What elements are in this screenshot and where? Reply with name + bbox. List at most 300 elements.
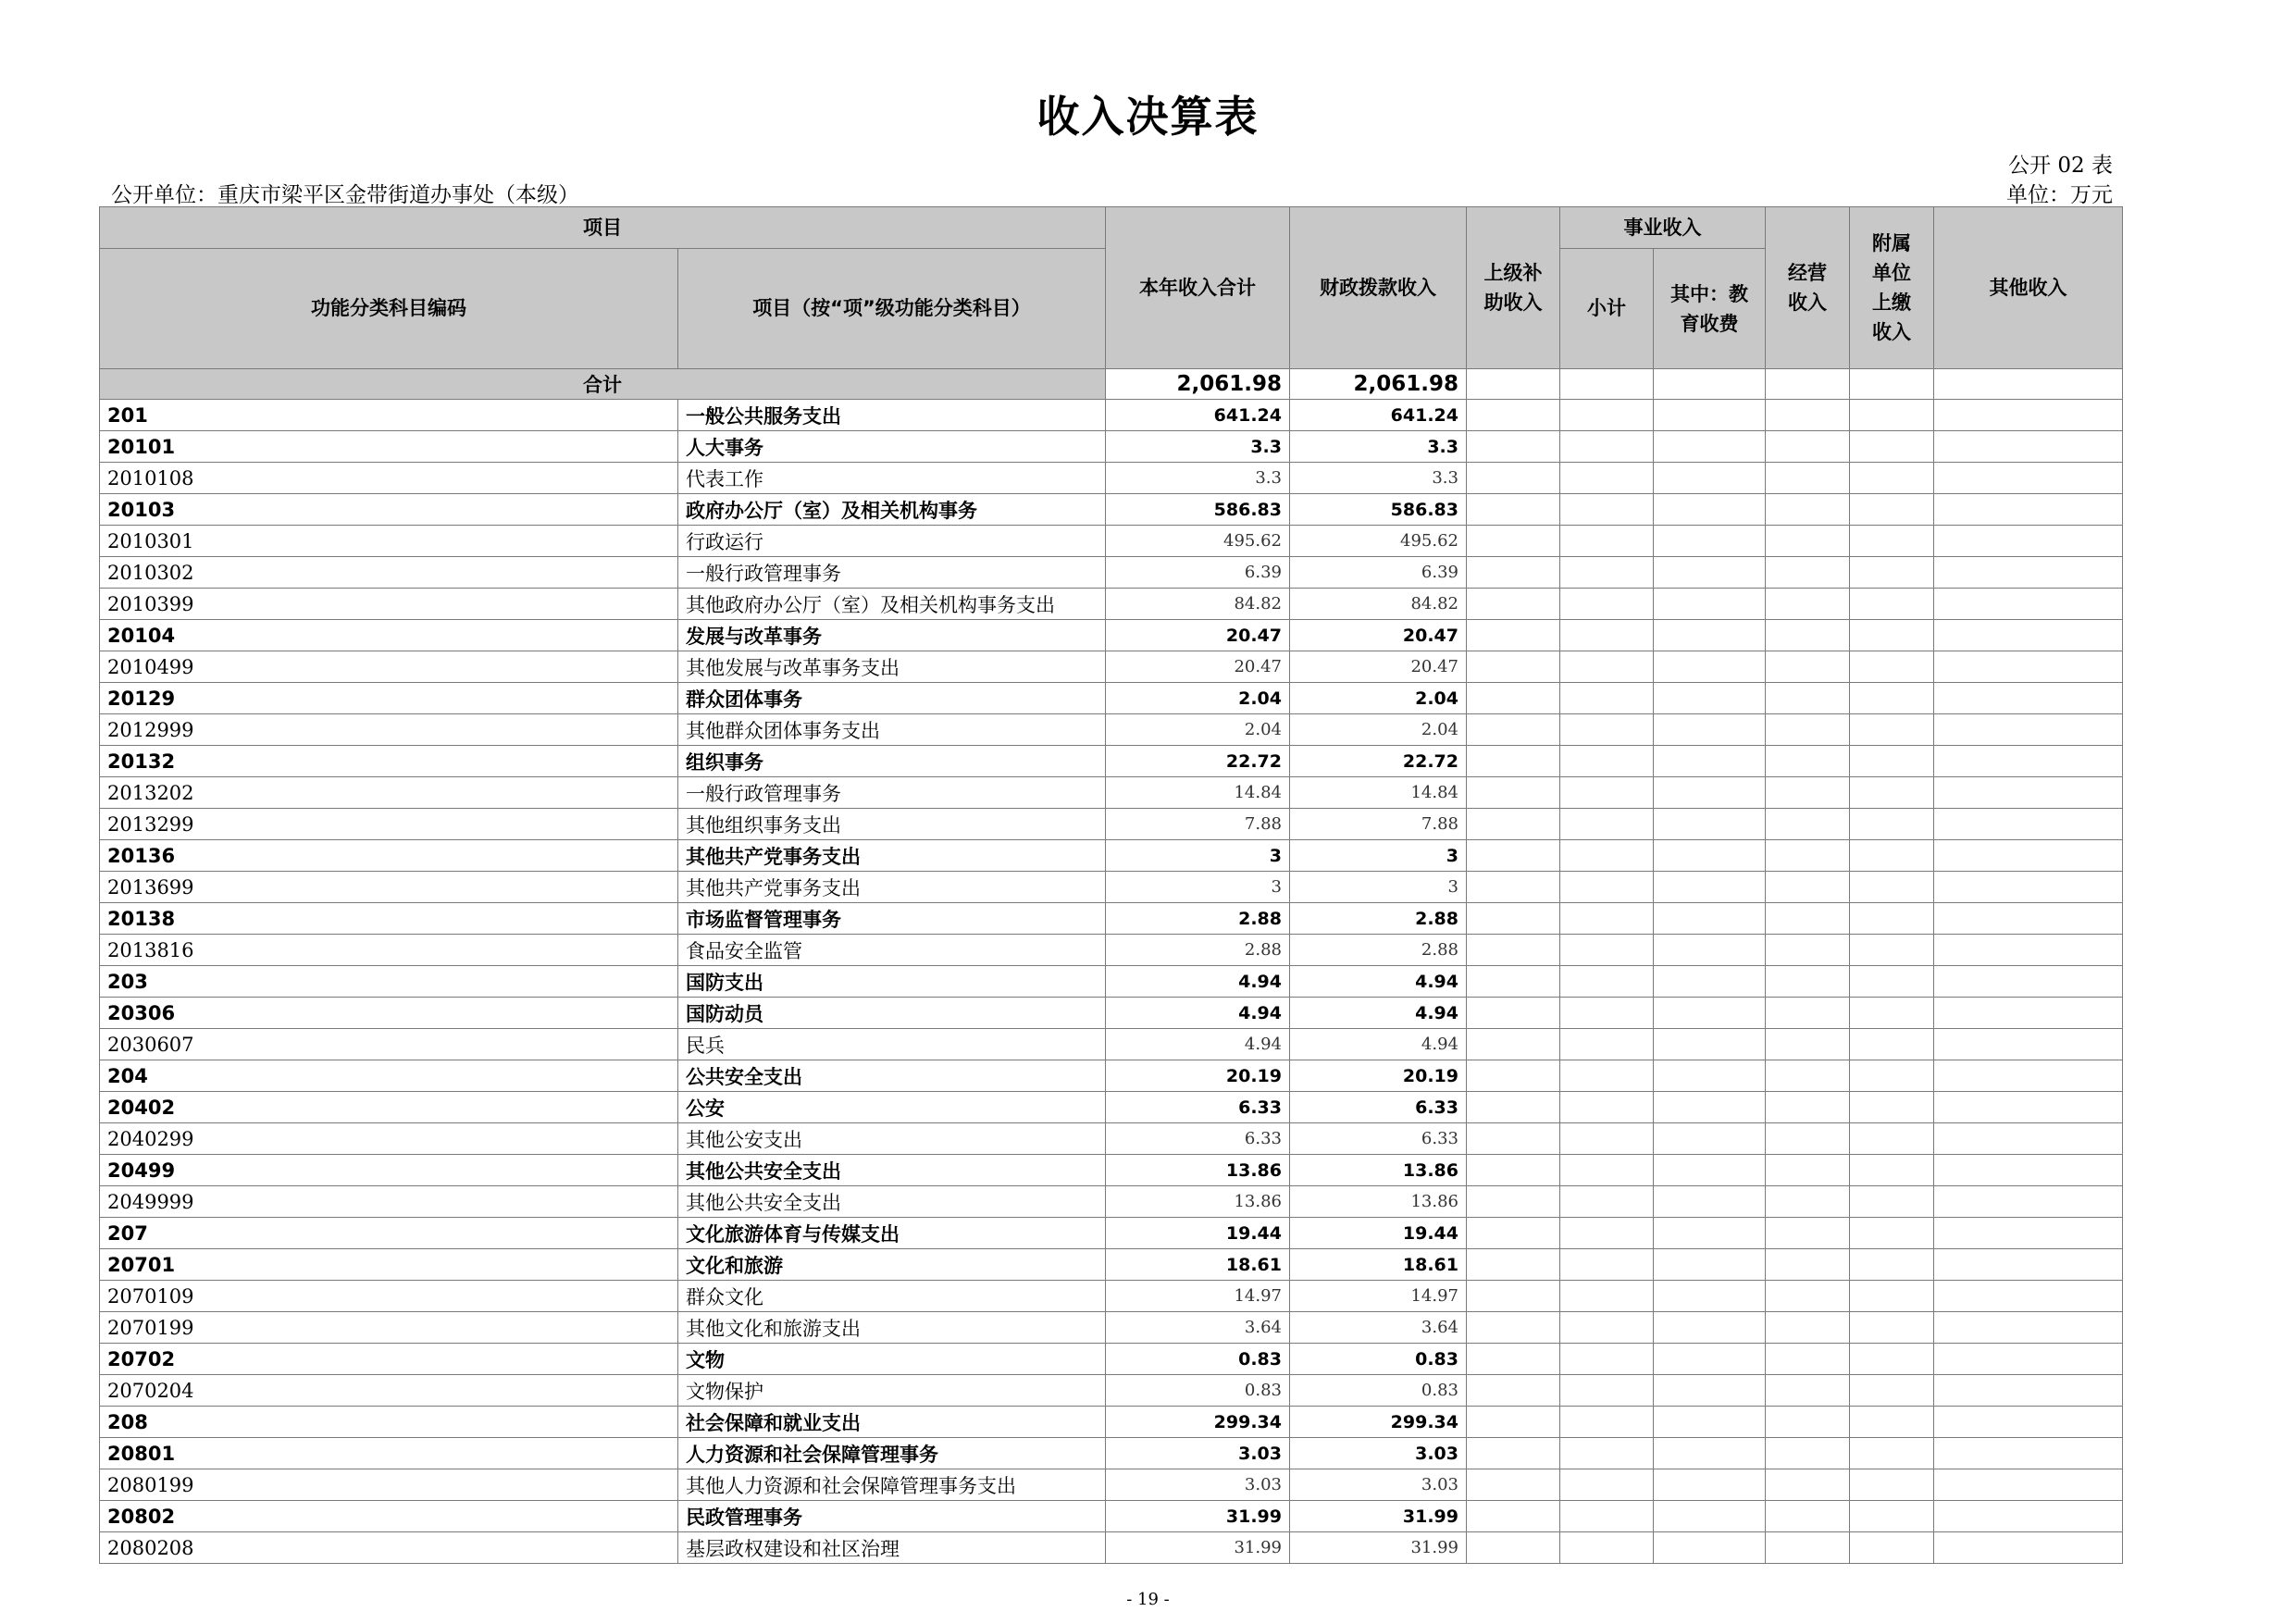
table-row — [100, 463, 2123, 494]
row-name: 代表工作 — [678, 463, 1106, 494]
empty-cell — [1934, 651, 2123, 683]
row-code: 2049999 — [100, 1186, 678, 1218]
table-row — [100, 1312, 2123, 1344]
row-code: 20402 — [100, 1092, 678, 1123]
empty-cell — [1654, 557, 1766, 589]
row-fiscal: 20.47 — [1290, 620, 1467, 651]
table-row — [100, 1407, 2123, 1438]
empty-cell — [1560, 1029, 1654, 1060]
empty-cell — [1467, 1186, 1560, 1218]
empty-cell — [1766, 1281, 1850, 1312]
empty-cell — [1560, 1123, 1654, 1155]
empty-cell — [1934, 526, 2123, 557]
header-operating-line1: 经营 — [1788, 262, 1827, 284]
empty-cell — [1766, 1344, 1850, 1375]
empty-cell — [1766, 651, 1850, 683]
empty-cell — [1560, 620, 1654, 651]
row-fiscal: 0.83 — [1290, 1375, 1467, 1407]
table-row — [100, 683, 2123, 714]
empty-cell — [1467, 966, 1560, 998]
row-fiscal: 31.99 — [1290, 1501, 1467, 1532]
empty-cell — [1850, 1060, 1934, 1092]
empty-cell — [1934, 620, 2123, 651]
empty-cell — [1766, 369, 1850, 400]
empty-cell — [1850, 1469, 1934, 1501]
empty-cell — [1560, 1501, 1654, 1532]
empty-cell — [1467, 809, 1560, 840]
table-row — [100, 1375, 2123, 1407]
row-name: 一般行政管理事务 — [678, 777, 1106, 809]
row-code: 2013202 — [100, 777, 678, 809]
row-name: 人力资源和社会保障管理事务 — [678, 1438, 1106, 1469]
empty-cell — [1654, 998, 1766, 1029]
row-fiscal: 13.86 — [1290, 1186, 1467, 1218]
table-row — [100, 1218, 2123, 1249]
row-fiscal: 6.33 — [1290, 1123, 1467, 1155]
empty-cell — [1934, 903, 2123, 935]
row-name: 政府办公厅（室）及相关机构事务 — [678, 494, 1106, 526]
empty-cell — [1467, 557, 1560, 589]
row-total: 0.83 — [1106, 1344, 1290, 1375]
empty-cell — [1467, 369, 1560, 400]
row-total: 641.24 — [1106, 400, 1290, 431]
row-fiscal: 299.34 — [1290, 1407, 1467, 1438]
empty-cell — [1850, 872, 1934, 903]
table-row — [100, 1344, 2123, 1375]
empty-cell — [1654, 840, 1766, 872]
row-code: 2080208 — [100, 1532, 678, 1564]
row-name: 其他文化和旅游支出 — [678, 1312, 1106, 1344]
total-income: 2,061.98 — [1106, 369, 1290, 400]
row-code: 2080199 — [100, 1469, 678, 1501]
row-fiscal: 641.24 — [1290, 400, 1467, 431]
row-total: 31.99 — [1106, 1501, 1290, 1532]
empty-cell — [1560, 431, 1654, 463]
empty-cell — [1850, 683, 1934, 714]
empty-cell — [1766, 431, 1850, 463]
empty-cell — [1654, 1092, 1766, 1123]
row-fiscal: 13.86 — [1290, 1155, 1467, 1186]
header-name: 项目（按“项”级功能分类科目） — [678, 249, 1106, 369]
table-row — [100, 1501, 2123, 1532]
row-total: 3.3 — [1106, 463, 1290, 494]
empty-cell — [1766, 400, 1850, 431]
table-row — [100, 1029, 2123, 1060]
empty-cell — [1467, 998, 1560, 1029]
table-row — [100, 966, 2123, 998]
row-name: 民政管理事务 — [678, 1501, 1106, 1532]
table-row — [100, 431, 2123, 463]
row-name: 其他公安支出 — [678, 1123, 1106, 1155]
row-total: 6.33 — [1106, 1123, 1290, 1155]
empty-cell — [1766, 1312, 1850, 1344]
header-superior-line2: 助收入 — [1483, 291, 1543, 314]
page-title: 收入决算表 — [1036, 92, 1260, 142]
row-name: 行政运行 — [678, 526, 1106, 557]
row-total: 7.88 — [1106, 809, 1290, 840]
empty-cell — [1934, 1123, 2123, 1155]
empty-cell — [1560, 1249, 1654, 1281]
empty-cell — [1560, 935, 1654, 966]
empty-cell — [1850, 714, 1934, 746]
row-name: 文化旅游体育与传媒支出 — [678, 1218, 1106, 1249]
row-total: 3 — [1106, 840, 1290, 872]
row-name: 其他人力资源和社会保障管理事务支出 — [678, 1469, 1106, 1501]
row-name: 公安 — [678, 1092, 1106, 1123]
empty-cell — [1467, 400, 1560, 431]
empty-cell — [1467, 620, 1560, 651]
row-total: 4.94 — [1106, 998, 1290, 1029]
row-name: 社会保障和就业支出 — [678, 1407, 1106, 1438]
empty-cell — [1766, 1249, 1850, 1281]
empty-cell — [1850, 777, 1934, 809]
empty-cell — [1766, 494, 1850, 526]
empty-cell — [1934, 1186, 2123, 1218]
row-code: 20136 — [100, 840, 678, 872]
row-code: 20104 — [100, 620, 678, 651]
empty-cell — [1850, 1155, 1934, 1186]
empty-cell — [1560, 1092, 1654, 1123]
empty-cell — [1560, 1407, 1654, 1438]
empty-cell — [1560, 872, 1654, 903]
empty-cell — [1850, 1281, 1934, 1312]
empty-cell — [1467, 463, 1560, 494]
row-fiscal: 18.61 — [1290, 1249, 1467, 1281]
empty-cell — [1766, 463, 1850, 494]
empty-cell — [1934, 1312, 2123, 1344]
row-name: 群众文化 — [678, 1281, 1106, 1312]
empty-cell — [1654, 714, 1766, 746]
row-total: 6.39 — [1106, 557, 1290, 589]
empty-cell — [1766, 1407, 1850, 1438]
table-row — [100, 903, 2123, 935]
empty-cell — [1467, 746, 1560, 777]
row-name: 其他共产党事务支出 — [678, 840, 1106, 872]
table-row — [100, 714, 2123, 746]
empty-cell — [1467, 683, 1560, 714]
empty-cell — [1560, 400, 1654, 431]
header-total: 本年收入合计 — [1106, 207, 1290, 369]
row-name: 一般公共服务支出 — [678, 400, 1106, 431]
row-total: 4.94 — [1106, 966, 1290, 998]
empty-cell — [1850, 1438, 1934, 1469]
empty-cell — [1934, 746, 2123, 777]
empty-cell — [1467, 1123, 1560, 1155]
empty-cell — [1467, 872, 1560, 903]
empty-cell — [1934, 1060, 2123, 1092]
empty-cell — [1850, 1218, 1934, 1249]
header-item: 项目 — [100, 207, 1106, 249]
empty-cell — [1934, 557, 2123, 589]
header-edu-line1: 其中：教 — [1670, 282, 1748, 305]
empty-cell — [1654, 872, 1766, 903]
empty-cell — [1850, 1186, 1934, 1218]
row-code: 20129 — [100, 683, 678, 714]
empty-cell — [1467, 840, 1560, 872]
row-fiscal: 2.88 — [1290, 935, 1467, 966]
page-number: - 19 - — [1126, 1590, 1170, 1609]
row-code: 2013816 — [100, 935, 678, 966]
row-fiscal: 19.44 — [1290, 1218, 1467, 1249]
table-row — [100, 840, 2123, 872]
row-total: 3.03 — [1106, 1438, 1290, 1469]
empty-cell — [1654, 777, 1766, 809]
empty-cell — [1654, 494, 1766, 526]
empty-cell — [1654, 1186, 1766, 1218]
row-fiscal: 0.83 — [1290, 1344, 1467, 1375]
row-code: 2030607 — [100, 1029, 678, 1060]
row-total: 3.64 — [1106, 1312, 1290, 1344]
row-code: 207 — [100, 1218, 678, 1249]
row-total: 2.88 — [1106, 903, 1290, 935]
row-code: 203 — [100, 966, 678, 998]
empty-cell — [1560, 966, 1654, 998]
row-total: 31.99 — [1106, 1532, 1290, 1564]
empty-cell — [1934, 935, 2123, 966]
row-name: 其他公共安全支出 — [678, 1186, 1106, 1218]
empty-cell — [1850, 935, 1934, 966]
row-fiscal: 6.33 — [1290, 1092, 1467, 1123]
form-number: 公开 02 表 — [2008, 154, 2113, 178]
empty-cell — [1654, 463, 1766, 494]
row-total: 495.62 — [1106, 526, 1290, 557]
empty-cell — [1560, 1281, 1654, 1312]
empty-cell — [1934, 683, 2123, 714]
empty-cell — [1467, 494, 1560, 526]
empty-cell — [1766, 714, 1850, 746]
empty-cell — [1850, 746, 1934, 777]
row-code: 2010301 — [100, 526, 678, 557]
row-name: 国防动员 — [678, 998, 1106, 1029]
row-fiscal: 4.94 — [1290, 1029, 1467, 1060]
empty-cell — [1467, 1249, 1560, 1281]
empty-cell — [1654, 1344, 1766, 1375]
empty-cell — [1560, 1186, 1654, 1218]
empty-cell — [1654, 903, 1766, 935]
empty-cell — [1560, 1532, 1654, 1564]
empty-cell — [1766, 903, 1850, 935]
empty-cell — [1560, 746, 1654, 777]
empty-cell — [1934, 714, 2123, 746]
header-other: 其他收入 — [1934, 207, 2123, 369]
row-code: 20306 — [100, 998, 678, 1029]
row-name: 其他发展与改革事务支出 — [678, 651, 1106, 683]
row-total: 299.34 — [1106, 1407, 1290, 1438]
empty-cell — [1766, 1218, 1850, 1249]
row-fiscal: 3.3 — [1290, 431, 1467, 463]
header-business: 事业收入 — [1560, 207, 1766, 249]
row-total: 20.19 — [1106, 1060, 1290, 1092]
row-total: 3 — [1106, 872, 1290, 903]
empty-cell — [1654, 1501, 1766, 1532]
reporting-unit: 公开单位：重庆市梁平区金带街道办事处（本级） — [111, 183, 579, 207]
empty-cell — [1934, 1407, 2123, 1438]
row-fiscal: 3.3 — [1290, 463, 1467, 494]
empty-cell — [1467, 1501, 1560, 1532]
row-fiscal: 6.39 — [1290, 557, 1467, 589]
income-table — [99, 206, 2123, 1564]
empty-cell — [1766, 526, 1850, 557]
empty-cell — [1766, 1029, 1850, 1060]
empty-cell — [1934, 1438, 2123, 1469]
empty-cell — [1560, 998, 1654, 1029]
empty-cell — [1850, 1123, 1934, 1155]
row-name: 发展与改革事务 — [678, 620, 1106, 651]
row-fiscal: 2.88 — [1290, 903, 1467, 935]
empty-cell — [1467, 1344, 1560, 1375]
empty-cell — [1934, 840, 2123, 872]
empty-cell — [1560, 1218, 1654, 1249]
empty-cell — [1766, 683, 1850, 714]
header-subtotal: 小计 — [1560, 249, 1654, 369]
empty-cell — [1934, 463, 2123, 494]
empty-cell — [1560, 526, 1654, 557]
row-code: 201 — [100, 400, 678, 431]
header-edu-line2: 育收费 — [1680, 312, 1739, 335]
row-fiscal: 3.03 — [1290, 1438, 1467, 1469]
empty-cell — [1850, 369, 1934, 400]
empty-cell — [1654, 1281, 1766, 1312]
row-name: 基层政权建设和社区治理 — [678, 1532, 1106, 1564]
table-row — [100, 1123, 2123, 1155]
empty-cell — [1654, 1218, 1766, 1249]
empty-cell — [1766, 1532, 1850, 1564]
row-fiscal: 7.88 — [1290, 809, 1467, 840]
empty-cell — [1850, 1532, 1934, 1564]
empty-cell — [1934, 1344, 2123, 1375]
row-code: 2012999 — [100, 714, 678, 746]
empty-cell — [1560, 903, 1654, 935]
empty-cell — [1560, 1060, 1654, 1092]
row-total: 20.47 — [1106, 651, 1290, 683]
empty-cell — [1850, 1375, 1934, 1407]
row-code: 2040299 — [100, 1123, 678, 1155]
row-name: 组织事务 — [678, 746, 1106, 777]
empty-cell — [1560, 589, 1654, 620]
empty-cell — [1654, 1155, 1766, 1186]
row-code: 2070204 — [100, 1375, 678, 1407]
empty-cell — [1654, 1249, 1766, 1281]
row-fiscal: 3.03 — [1290, 1469, 1467, 1501]
row-name: 文物 — [678, 1344, 1106, 1375]
empty-cell — [1560, 1375, 1654, 1407]
empty-cell — [1654, 431, 1766, 463]
row-total: 13.86 — [1106, 1186, 1290, 1218]
empty-cell — [1850, 1344, 1934, 1375]
row-code: 20702 — [100, 1344, 678, 1375]
empty-cell — [1467, 935, 1560, 966]
row-total: 3.03 — [1106, 1469, 1290, 1501]
empty-cell — [1467, 589, 1560, 620]
empty-cell — [1850, 966, 1934, 998]
empty-cell — [1560, 1469, 1654, 1501]
table-row — [100, 1249, 2123, 1281]
empty-cell — [1654, 1312, 1766, 1344]
empty-cell — [1560, 1312, 1654, 1344]
empty-cell — [1467, 526, 1560, 557]
table-row — [100, 589, 2123, 620]
table-row — [100, 1155, 2123, 1186]
empty-cell — [1934, 1375, 2123, 1407]
currency-unit: 单位：万元 — [2006, 183, 2113, 207]
header-edu — [1654, 249, 1766, 369]
empty-cell — [1934, 1281, 2123, 1312]
row-total: 6.33 — [1106, 1092, 1290, 1123]
table-row — [100, 494, 2123, 526]
row-name: 群众团体事务 — [678, 683, 1106, 714]
row-fiscal: 586.83 — [1290, 494, 1467, 526]
empty-cell — [1850, 903, 1934, 935]
table-row — [100, 557, 2123, 589]
empty-cell — [1467, 1469, 1560, 1501]
row-fiscal: 22.72 — [1290, 746, 1467, 777]
empty-cell — [1560, 714, 1654, 746]
table-row — [100, 935, 2123, 966]
row-total: 0.83 — [1106, 1375, 1290, 1407]
row-fiscal: 14.97 — [1290, 1281, 1467, 1312]
empty-cell — [1654, 1375, 1766, 1407]
table-row — [100, 998, 2123, 1029]
empty-cell — [1850, 526, 1934, 557]
row-name: 食品安全监管 — [678, 935, 1106, 966]
row-code: 2010108 — [100, 463, 678, 494]
empty-cell — [1766, 935, 1850, 966]
empty-cell — [1467, 651, 1560, 683]
row-fiscal: 4.94 — [1290, 966, 1467, 998]
total-fiscal: 2,061.98 — [1290, 369, 1467, 400]
row-code: 20103 — [100, 494, 678, 526]
row-code: 204 — [100, 1060, 678, 1092]
empty-cell — [1766, 1186, 1850, 1218]
empty-cell — [1766, 1375, 1850, 1407]
table-row — [100, 777, 2123, 809]
empty-cell — [1654, 1438, 1766, 1469]
empty-cell — [1560, 1438, 1654, 1469]
empty-cell — [1654, 1469, 1766, 1501]
empty-cell — [1467, 1532, 1560, 1564]
row-total: 2.04 — [1106, 683, 1290, 714]
empty-cell — [1934, 1092, 2123, 1123]
row-name: 一般行政管理事务 — [678, 557, 1106, 589]
row-fiscal: 4.94 — [1290, 998, 1467, 1029]
empty-cell — [1766, 966, 1850, 998]
empty-cell — [1850, 557, 1934, 589]
empty-cell — [1654, 369, 1766, 400]
row-name: 其他组织事务支出 — [678, 809, 1106, 840]
empty-cell — [1560, 651, 1654, 683]
row-total: 13.86 — [1106, 1155, 1290, 1186]
row-name: 文化和旅游 — [678, 1249, 1106, 1281]
empty-cell — [1654, 1060, 1766, 1092]
header-code: 功能分类科目编码 — [100, 249, 678, 369]
empty-cell — [1850, 1501, 1934, 1532]
table-row — [100, 1469, 2123, 1501]
empty-cell — [1934, 400, 2123, 431]
row-total: 18.61 — [1106, 1249, 1290, 1281]
empty-cell — [1766, 777, 1850, 809]
empty-cell — [1467, 903, 1560, 935]
empty-cell — [1850, 431, 1934, 463]
empty-cell — [1654, 1029, 1766, 1060]
row-name: 市场监督管理事务 — [678, 903, 1106, 935]
empty-cell — [1934, 872, 2123, 903]
header-affiliated-line3: 上缴 — [1872, 291, 1911, 314]
empty-cell — [1934, 809, 2123, 840]
header-affiliated-line2: 单位 — [1872, 262, 1911, 284]
empty-cell — [1766, 1438, 1850, 1469]
empty-cell — [1467, 1407, 1560, 1438]
table-row — [100, 1060, 2123, 1092]
